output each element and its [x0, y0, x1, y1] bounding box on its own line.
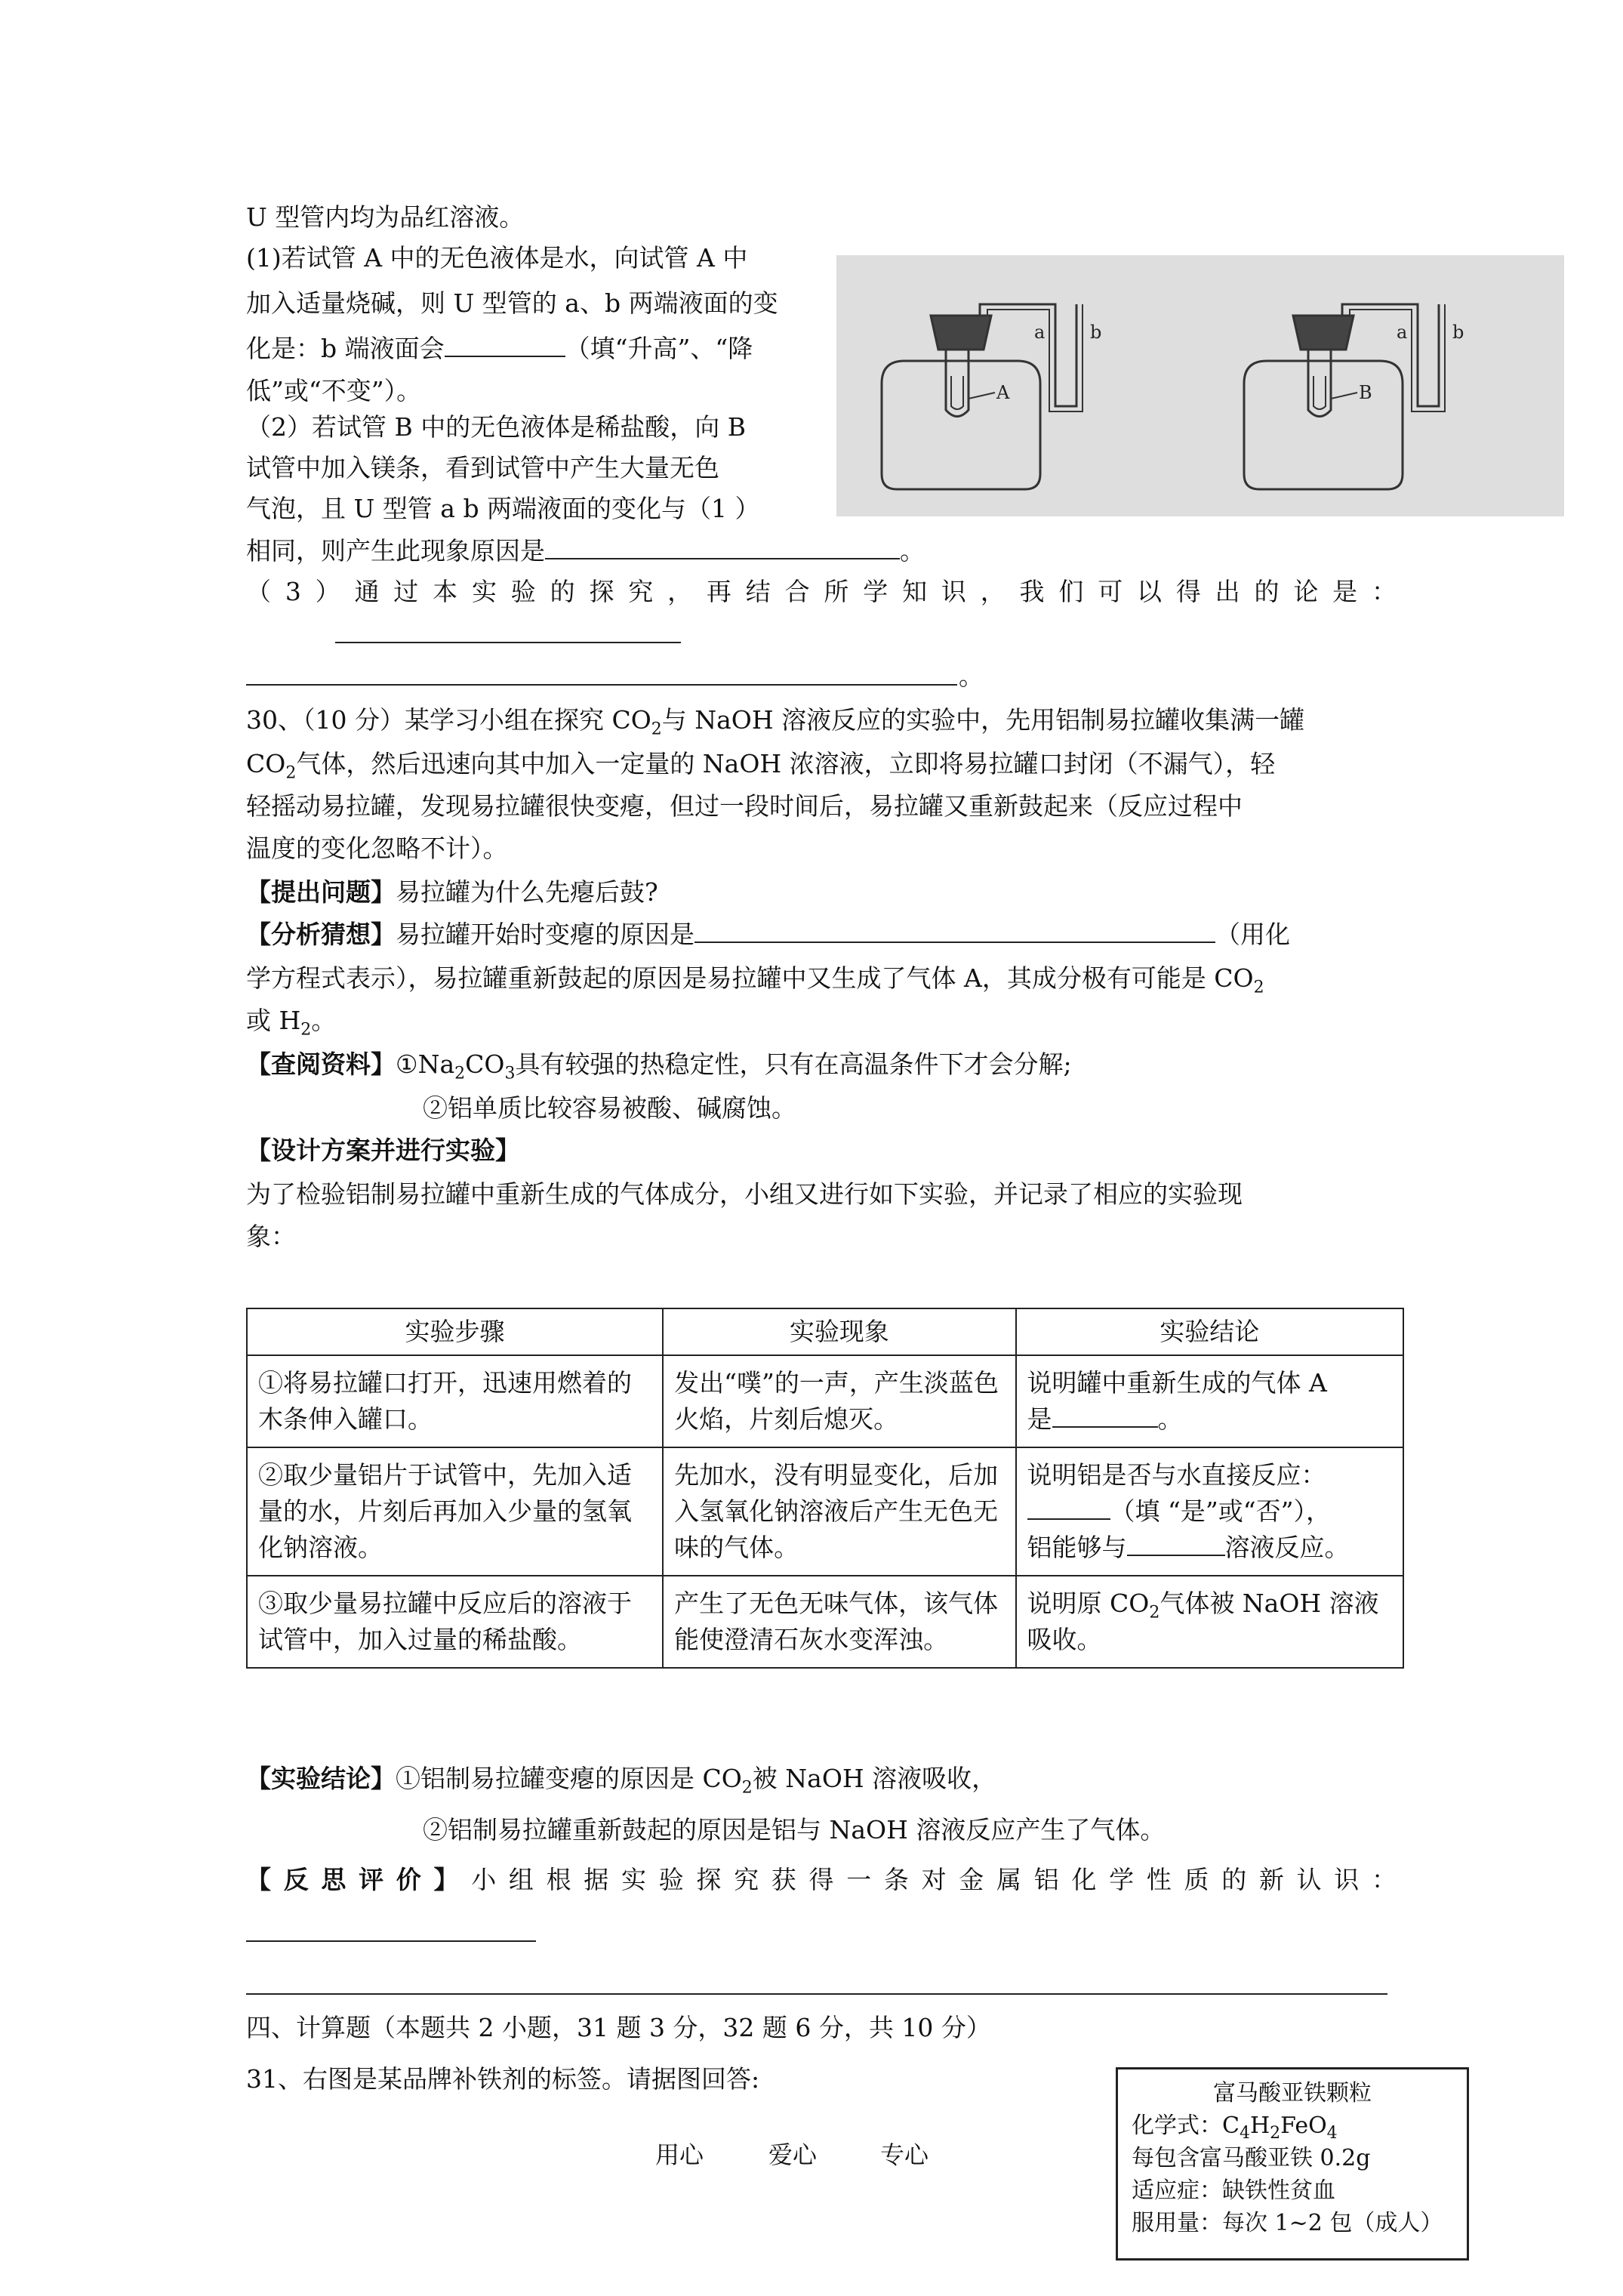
q30-design-2: 象： — [246, 1222, 296, 1251]
q29-p1-b: 加入适量烧碱，则 U 型管的 a、b 两端液面的变 — [246, 288, 778, 318]
q30-intro-1b: 与 NaOH 溶液反应的实验中，先用铝制易拉罐收集满一罐 — [661, 705, 1305, 735]
apparatus-diagram — [836, 255, 1564, 516]
q29-p2-c: 气泡，且 U 型管 a b 两端液面的变化与（1 ） — [246, 494, 760, 523]
cell-text: （填 “是”或“否”）， — [1110, 1496, 1331, 1526]
q30-analysis-3 — [246, 1003, 336, 1039]
section-text: （用化 — [1215, 920, 1290, 949]
q30-intro-1 — [246, 702, 1304, 738]
q29-p2-a: （2）若试管 B 中的无色液体是稀盐酸，向 B — [246, 412, 746, 442]
answer-blank — [545, 535, 900, 559]
q30-intro-4: 温度的变化忽略不计）。 — [246, 834, 508, 863]
answer-line — [335, 642, 681, 643]
label-indication: 适应症：缺铁性贫血 — [1132, 2177, 1335, 2204]
answer-blank — [694, 919, 1215, 943]
q30-analysis-1 — [246, 917, 1290, 953]
q29-p1-c-pre: 化是：b 端液面会 — [246, 334, 445, 363]
supplement-label — [1116, 2067, 1469, 2261]
subscript: 2 — [741, 1778, 753, 1798]
q29-line0: U 型管内均为品红溶液。 — [246, 202, 525, 232]
label-b-right: b — [1452, 322, 1464, 343]
cell-line: 说明铝是否与水直接反应： — [1027, 1460, 1326, 1490]
table-cell — [1016, 1355, 1403, 1447]
q30-intro-3: 轻摇动易拉罐，发现易拉罐很快变瘪，但过一段时间后，易拉罐又重新鼓起来（反应过程中 — [246, 791, 1243, 821]
table-header: 实验步骤 — [247, 1308, 663, 1355]
table-cell: ①将易拉罐口打开，迅速用燃着的木条伸入罐口。 — [247, 1355, 663, 1447]
footer-word: 爱心 — [768, 2140, 818, 2169]
footer-word: 专心 — [880, 2140, 929, 2169]
subscript: 4 — [1326, 2124, 1338, 2143]
label-content: 每包含富马酸亚铁 0.2g — [1132, 2145, 1371, 2171]
label-tube-b: B — [1359, 382, 1372, 403]
table-cell: 发出“噗”的一声，产生淡蓝色火焰，片刻后熄灭。 — [663, 1355, 1015, 1447]
q31-text: 31、右图是某品牌补铁剂的标签。请据图回答: — [246, 2064, 760, 2094]
table-cell: ③取少量易拉罐中反应后的溶液于试管中，加入过量的稀盐酸。 — [247, 1576, 663, 1668]
section4-title: 四、计算题（本题共 2 小题，31 题 3 分，32 题 6 分，共 10 分） — [246, 2013, 991, 2042]
section-head: 【实验结论】 — [246, 1764, 396, 1793]
cell-text: 是 — [1027, 1404, 1052, 1434]
answer-blank — [1127, 1532, 1225, 1556]
table-row — [247, 1576, 1403, 1668]
q29-p1-d: 低”或“不变”）。 — [246, 376, 422, 405]
section-text: 易拉罐为什么先瘪后鼓? — [396, 877, 658, 907]
apparatus-left — [882, 304, 1083, 489]
q30-intro-2 — [246, 746, 1275, 782]
section-text: 或 H — [246, 1006, 301, 1035]
table-row — [247, 1447, 1403, 1576]
section-head: 【查阅资料】 — [246, 1049, 396, 1079]
apparatus-figure — [836, 255, 1564, 516]
q30-intro-2a: CO — [246, 749, 286, 778]
q30-design-1: 为了检验铝制易拉罐中重新生成的气体成分，小组又进行如下实验，并记录了相应的实验现 — [246, 1179, 1243, 1209]
q30-conclusion-1 — [246, 1761, 996, 1797]
q29-p1-c-post: （填“升高”、“降 — [565, 334, 753, 363]
answer-blank — [445, 333, 565, 357]
section-head: 【分析猜想】 — [246, 920, 396, 949]
cell-text: 。 — [1157, 1404, 1183, 1434]
table-header-row — [247, 1308, 1403, 1355]
label-tube-a: A — [996, 382, 1010, 403]
label-text: 化学式：C — [1132, 2113, 1240, 2139]
table-cell — [1016, 1576, 1403, 1668]
section-text: 小组根据实验探究获得一条对金属铝化学性质的新认识： — [471, 1865, 1397, 1894]
section-head: 【反思评价】 — [246, 1865, 472, 1894]
subscript: 2 — [1149, 1603, 1160, 1623]
experiment-table — [246, 1308, 1404, 1669]
subscript: 2 — [651, 720, 662, 739]
subscript: 2 — [1253, 978, 1264, 997]
cell-text: 铝能够与 — [1027, 1533, 1127, 1562]
table-cell: 产生了无色无味气体，该气体能使澄清石灰水变浑浊。 — [663, 1576, 1015, 1668]
q30-research-2: ②铝单质比较容易被酸、碱腐蚀。 — [423, 1093, 796, 1123]
section-text: 。 — [311, 1006, 337, 1035]
table-row — [247, 1355, 1403, 1447]
table-header: 实验结论 — [1016, 1308, 1403, 1355]
subscript: 3 — [504, 1064, 516, 1083]
cell-line — [1027, 1530, 1392, 1566]
q30-question — [246, 874, 658, 911]
label-text: FeO — [1280, 2113, 1327, 2139]
cell-text: 气体被 NaOH 溶液吸收。 — [1027, 1589, 1379, 1654]
section-text: ①铝制易拉罐变瘪的原因是 CO — [396, 1764, 742, 1793]
q30-analysis-2 — [246, 960, 1264, 997]
q29-p2-d-pre: 相同，则产生此现象原因是 — [246, 536, 545, 566]
subscript: 2 — [454, 1064, 466, 1083]
answer-line — [246, 1993, 1387, 1995]
label-a-right: a — [1397, 322, 1408, 343]
q29-p2-b: 试管中加入镁条，看到试管中产生大量无色 — [246, 453, 719, 482]
q29-p2-d-post: 。 — [900, 536, 925, 566]
q29-end-mark: 。 — [959, 661, 984, 691]
label-a-left: a — [1034, 322, 1046, 343]
cell-text: 溶液反应。 — [1224, 1533, 1350, 1562]
section-text: 易拉罐开始时变瘪的原因是 — [396, 920, 694, 949]
cell-text: 说明原 CO — [1027, 1589, 1150, 1618]
section-text: CO — [465, 1049, 505, 1079]
section-text: 被 NaOH 溶液吸收， — [752, 1764, 997, 1793]
q30-design-head: 【设计方案并进行实验】 — [246, 1136, 520, 1165]
cell-line — [1027, 1401, 1392, 1438]
table-cell: 先加水，没有明显变化，后加入氢氧化钠溶液后产生无色无味的气体。 — [663, 1447, 1015, 1576]
q30-conclusion-2: ②铝制易拉罐重新鼓起的原因是铝与 NaOH 溶液反应产生了气体。 — [423, 1815, 1166, 1845]
q30-reflection — [246, 1862, 1397, 1898]
section-text: ①Na — [396, 1049, 455, 1079]
q29-p1-a: (1)若试管 A 中的无色液体是水，向试管 A 中 — [246, 243, 748, 273]
table-header: 实验现象 — [663, 1308, 1015, 1355]
table-cell — [1016, 1447, 1403, 1576]
q30-research-1 — [246, 1046, 1072, 1083]
subscript: 2 — [285, 763, 297, 783]
label-dosage: 服用量：每次 1~2 包（成人） — [1132, 2210, 1443, 2236]
section-head: 【提出问题】 — [246, 877, 396, 907]
table-cell: ②取少量铝片于试管中，先加入适量的水，片刻后再加入少量的氢氧化钠溶液。 — [247, 1447, 663, 1576]
answer-blank — [1052, 1404, 1158, 1428]
footer-word: 用心 — [655, 2140, 704, 2169]
subscript: 2 — [300, 1020, 312, 1040]
answer-line — [246, 1940, 536, 1942]
q29-p1-c — [246, 331, 753, 367]
label-title: 富马酸亚铁颗粒 — [1213, 2080, 1372, 2106]
subscript: 4 — [1239, 2124, 1250, 2143]
answer-line — [246, 684, 957, 686]
q30-intro-2b: 气体，然后迅速向其中加入一定量的 NaOH 浓溶液，立即将易拉罐口封闭（不漏气），轻 — [296, 749, 1276, 778]
label-text: H — [1249, 2113, 1270, 2139]
subscript: 2 — [1270, 2124, 1281, 2143]
q29-p2-d — [246, 533, 925, 569]
section-text: 具有较强的热稳定性，只有在高温条件下才会分解; — [515, 1049, 1072, 1079]
label-formula — [1118, 2110, 1467, 2142]
section-text: 学方程式表示），易拉罐重新鼓起的原因是易拉罐中又生成了气体 A，其成分极有可能是 CO — [246, 963, 1254, 993]
answer-blank — [1027, 1496, 1110, 1520]
cell-line — [1027, 1493, 1392, 1530]
q29-p3: （3）通过本实验的探究，再结合所学知识，我们可以得出的论是： — [246, 577, 1397, 606]
apparatus-right — [1244, 304, 1445, 489]
q30-intro-1a: 30、（10 分）某学习小组在探究 CO — [246, 705, 651, 735]
cell-line: 说明罐中重新生成的气体 A — [1027, 1368, 1327, 1398]
label-b-left: b — [1090, 322, 1102, 343]
